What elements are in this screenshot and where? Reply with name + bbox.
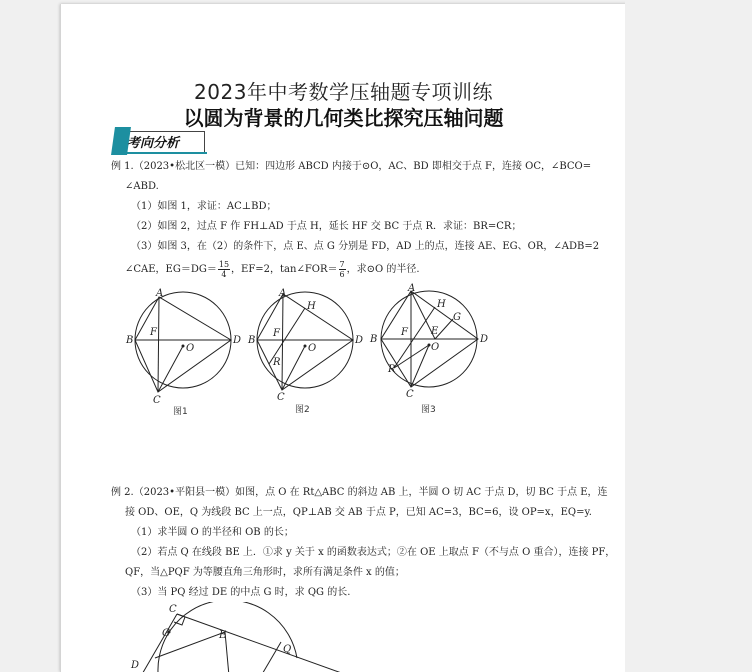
example2-q2: （2）若点 Q 在线段 BE 上．①求 y 关于 x 的函数表达式；②在 OE 上取点 F（不与点 O 重合），连接 PF， <box>131 547 616 558</box>
section-badge-underline <box>119 152 207 154</box>
fig1-diagonal-ac <box>158 297 159 392</box>
ex2-line-ca <box>141 614 177 672</box>
fig2-label-r: R <box>273 357 281 368</box>
fig1-segment-oc <box>158 346 183 392</box>
fig3-label-e: E <box>431 326 439 337</box>
example1-q1: （1）如图 1，求证：AC⊥BD； <box>131 201 277 212</box>
section-badge-label: 考向分析 <box>127 136 180 151</box>
ex2-label-c: C <box>169 604 177 615</box>
q3-post: ，求⊙O 的半径. <box>346 264 420 275</box>
fig3-label-r: R <box>388 364 396 375</box>
fig1-caption: 图1 <box>173 407 188 417</box>
example2-q3: （3）当 PQ 经过 DE 的中点 G 时，求 QG 的长. <box>131 587 351 598</box>
example1-q3-continued <box>125 260 420 279</box>
fig1-label-f: F <box>150 327 157 338</box>
fig3-label-c: C <box>406 389 414 400</box>
example1-line1: 例 1.（2023•松北区一模）已知：四边形 ABCD 内接于⊙O，AC、BD 即相交于点 F，连接 OC，∠BCO= <box>111 161 592 172</box>
fig1-center-dot <box>182 345 185 348</box>
ex2-label-q: Q <box>283 644 292 655</box>
document-page <box>60 4 627 672</box>
viewer-background-right <box>625 0 752 672</box>
figure-1 <box>125 288 245 418</box>
figure-3 <box>369 282 494 418</box>
document-subtitle: 以圆为背景的几何类比探究压轴问题 <box>183 106 504 130</box>
example1-q2: （2）如图 2，过点 F 作 FH⊥AD 于点 H，延长 HF 交 BC 于点 R．求证：BR=CR； <box>131 221 522 232</box>
fraction-15-4 <box>218 260 230 279</box>
example2-line2: 接 OD、OE，Q 为线段 BC 上一点，QP⊥AB 交 AB 于点 P，已知 AC=3，BC=6，设 OP=x，EQ=y. <box>125 507 592 518</box>
fig3-label-g: G <box>453 312 461 323</box>
fig2-label-d: D <box>355 335 364 346</box>
document-title: 2023年中考数学压轴题专项训练 <box>194 80 493 104</box>
q3-pre: ∠CAE，EG＝DG＝ <box>125 264 217 275</box>
fig1-label-b: B <box>126 335 134 346</box>
frac1-num: 15 <box>218 260 230 269</box>
ex2-label-g: G <box>162 628 170 639</box>
figure-2 <box>247 288 367 418</box>
fig2-label-o: O <box>308 343 317 354</box>
fig2-label-a: A <box>279 288 287 299</box>
fig2-label-h: H <box>307 301 316 312</box>
ex2-label-e: E <box>219 630 227 641</box>
fig3-label-o: O <box>431 342 440 353</box>
ex2-label-d: D <box>131 660 140 671</box>
frac2-den: 6 <box>339 270 345 279</box>
fig2-label-b: B <box>248 335 256 346</box>
fig1-label-c: C <box>153 395 161 406</box>
fig2-segment-oc <box>282 346 305 390</box>
fraction-7-6 <box>339 260 346 279</box>
fig2-center-dot <box>304 345 307 348</box>
frac2-num: 7 <box>339 260 345 269</box>
fig3-caption: 图3 <box>421 405 436 415</box>
q3-mid: ，EF=2，tan∠FOR＝ <box>231 264 338 275</box>
fig3-label-b: B <box>370 334 378 345</box>
fig3-label-f: F <box>401 327 408 338</box>
section-badge <box>113 127 207 155</box>
fig1-label-a: A <box>156 288 164 299</box>
frac1-den: 4 <box>221 270 227 279</box>
example2-q1: （1）求半圆 O 的半径和 OB 的长； <box>131 527 294 538</box>
fig1-label-d: D <box>233 335 242 346</box>
example2-q2-continued: QF，当△PQF 为等腰直角三角形时，求所有满足条件 x 的值； <box>125 567 405 578</box>
fig3-label-a: A <box>408 283 416 294</box>
example2-figure <box>121 602 381 672</box>
fig3-label-d: D <box>480 334 489 345</box>
fig2-label-c: C <box>277 392 285 403</box>
example1-line2: ∠ABD. <box>125 181 159 192</box>
fig2-caption: 图2 <box>295 405 310 415</box>
example1-q3: （3）如图 3，在（2）的条件下，点 E、点 G 分别是 FD，AD 上的点，连接 AE、EG、OR，∠ADB=2 <box>131 241 600 252</box>
example2-line1: 例 2.（2023•平阳县一模）如图，点 O 在 Rt△ABC 的斜边 AB 上，半圆 O 切 AC 于点 D，切 BC 于点 E，连 <box>111 487 608 498</box>
fig2-label-f: F <box>273 328 280 339</box>
fig3-label-h: H <box>437 299 446 310</box>
fig1-label-o: O <box>186 343 195 354</box>
ex2-segment-pq <box>261 642 281 672</box>
